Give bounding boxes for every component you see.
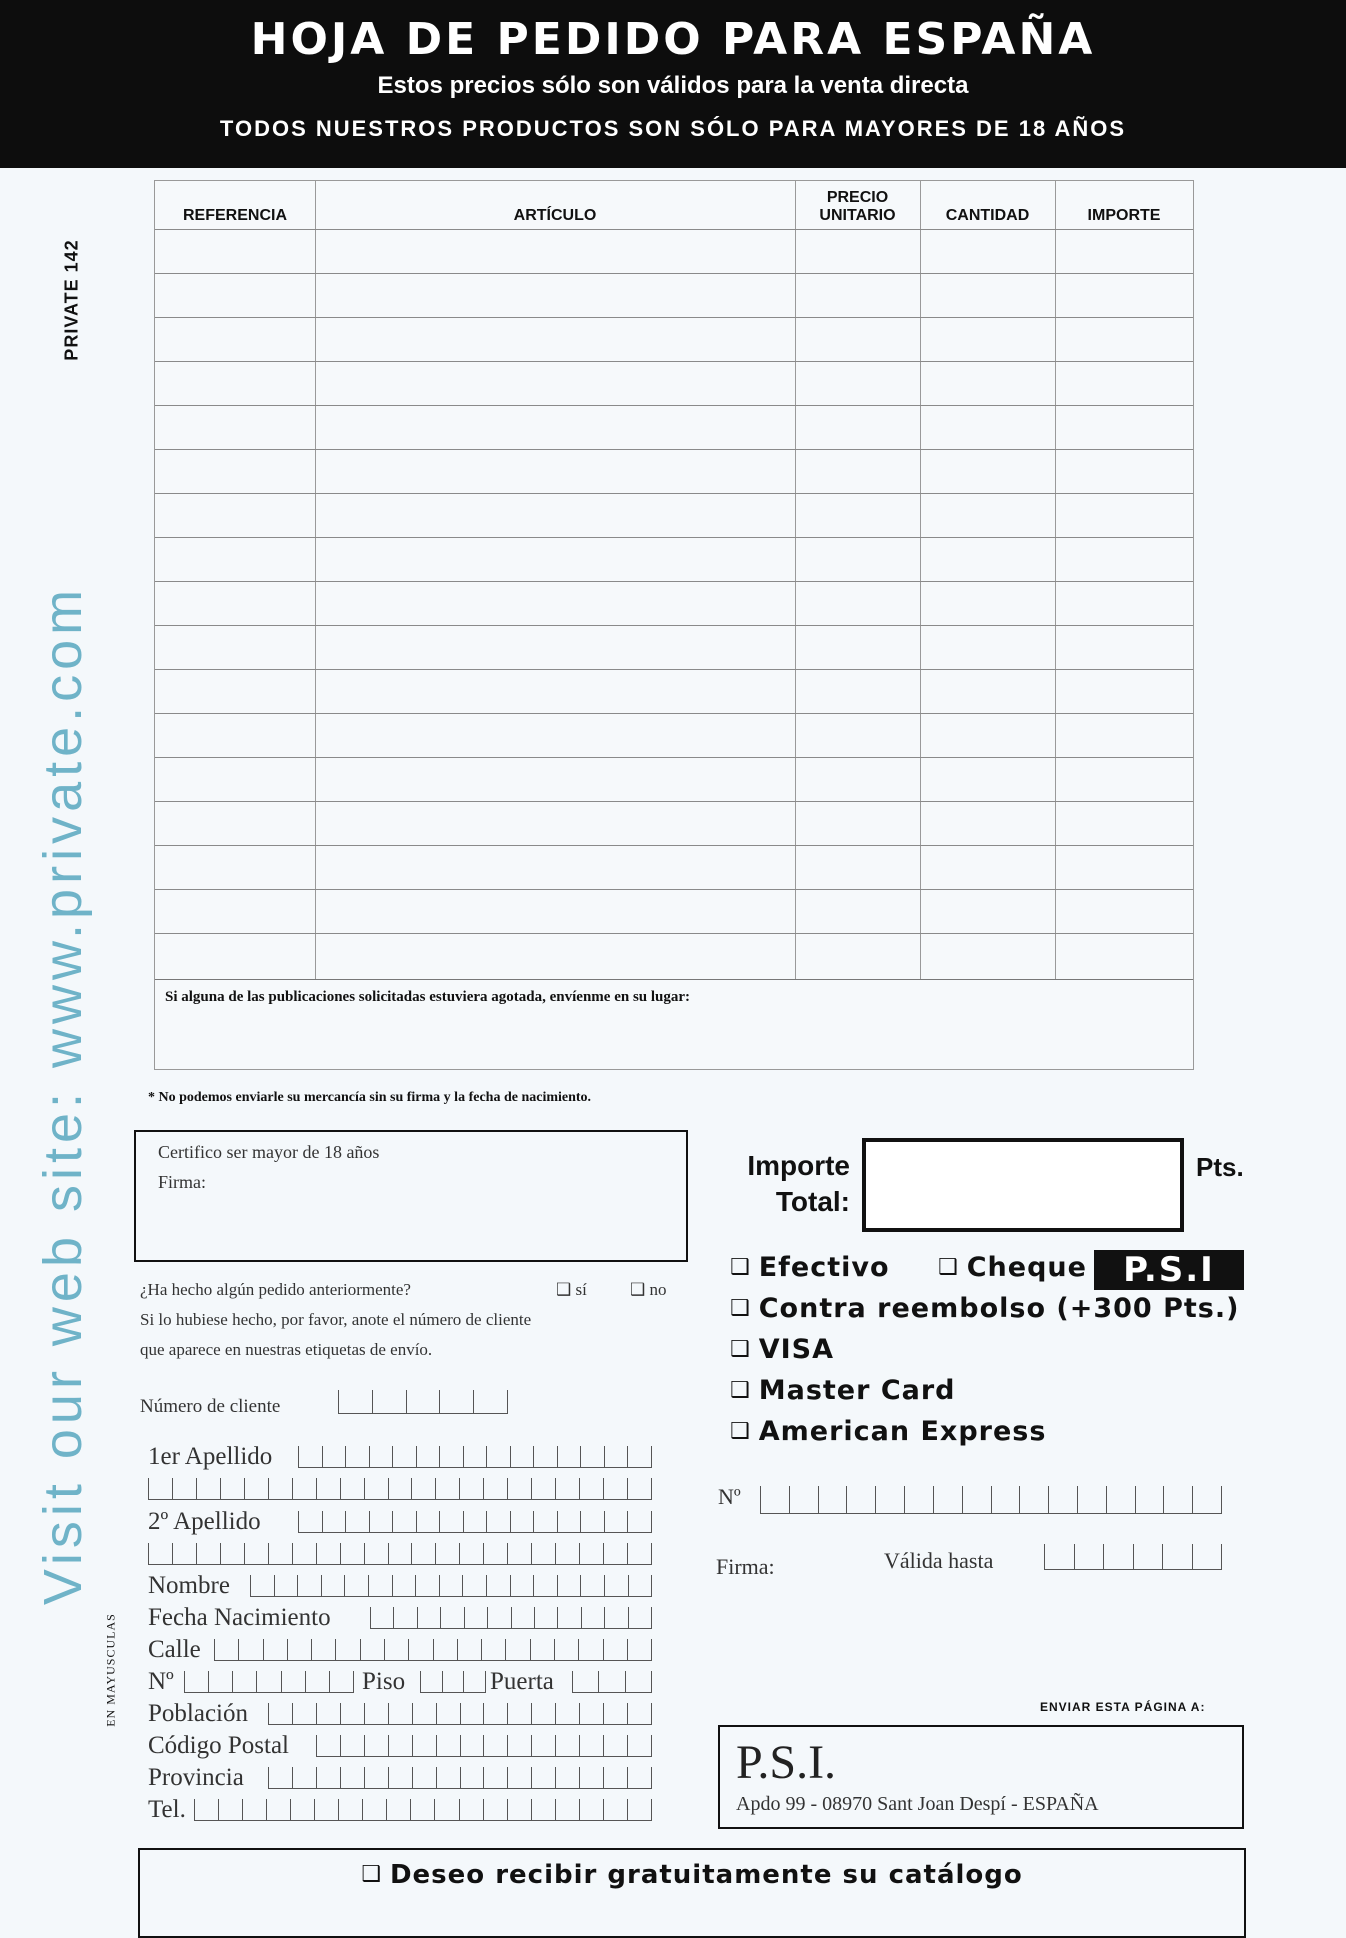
substitution-note: Si alguna de las publicaciones solicitadas estuviera agotada, envíenme en su lugar: — [165, 989, 691, 1005]
piso-input[interactable] — [420, 1671, 486, 1693]
total-label: Importe Total: — [747, 1150, 850, 1217]
card-number-input[interactable] — [760, 1486, 1222, 1514]
table-row-line — [155, 229, 1193, 230]
tel-input[interactable] — [194, 1799, 652, 1821]
checkbox-icon: ❑ — [730, 1296, 751, 1321]
card-number-label: Nº — [718, 1484, 741, 1509]
age-notice: TODOS NUESTROS PRODUCTOS SON SÓLO PARA MAYORES DE 18 AÑOS — [219, 116, 1127, 141]
column-divider — [315, 181, 316, 979]
apellido2-label: 2º Apellido — [148, 1508, 261, 1535]
checkbox-icon: ❑ — [730, 1378, 751, 1403]
cliente-label: Número de cliente — [140, 1396, 281, 1417]
column-divider — [1055, 181, 1056, 979]
poblacion-input[interactable] — [268, 1703, 652, 1725]
efectivo-option[interactable]: ❑ Efectivo — [730, 1252, 890, 1283]
signature-label: Firma: — [158, 1172, 206, 1192]
table-row-line — [155, 801, 1193, 802]
table-row-line — [155, 273, 1193, 274]
puerta-input[interactable] — [572, 1671, 652, 1693]
table-row-line — [155, 317, 1193, 318]
card-signature-label: Firma: — [716, 1554, 775, 1579]
checkbox-icon: ❑ — [730, 1255, 751, 1280]
previous-order-line3: que aparece en nuestras etiquetas de envío. — [140, 1340, 433, 1359]
currency-label: Pts. — [1196, 1152, 1244, 1182]
send-to-label: ENVIAR ESTA PÁGINA A: — [1040, 1700, 1206, 1714]
calle-input[interactable] — [214, 1639, 652, 1661]
mayusculas-label: EN MAYUSCULAS — [103, 1613, 118, 1727]
table-row-line — [155, 449, 1193, 450]
issue-label: PRIVATE 142 — [61, 239, 82, 361]
checkbox-icon: ❑ — [361, 1862, 382, 1887]
catalog-request-box[interactable] — [138, 1848, 1246, 1938]
table-row-line — [155, 889, 1193, 890]
column-divider — [795, 181, 796, 979]
visa-option[interactable]: ❑ VISA — [730, 1334, 835, 1365]
column-divider — [920, 181, 921, 979]
table-row-line — [155, 757, 1193, 758]
certify-text: Certifico ser mayor de 18 años — [158, 1142, 380, 1162]
table-row-line — [155, 669, 1193, 670]
signature-footnote: * No podemos enviarle su mercancía sin su firma y la fecha de nacimiento. — [148, 1090, 592, 1105]
checkbox-icon: ❑ — [730, 1337, 751, 1362]
catalog-request: ❑ Deseo recibir gratuitamente su catálogo — [361, 1860, 1023, 1890]
provincia-input[interactable] — [268, 1767, 652, 1789]
nombre-input[interactable] — [250, 1575, 652, 1597]
valid-until-input[interactable] — [1044, 1544, 1222, 1570]
col-header-cantidad: CANTIDAD — [945, 207, 1030, 224]
cp-label: Código Postal — [148, 1732, 289, 1759]
nombre-label: Nombre — [148, 1572, 230, 1599]
table-row-line — [155, 845, 1193, 846]
col-header-referencia: REFERENCIA — [182, 207, 287, 224]
address-box — [718, 1725, 1244, 1829]
table-row-line — [155, 537, 1193, 538]
table-row-line — [155, 493, 1193, 494]
numero-label: Nº — [148, 1668, 174, 1695]
apellido1-input[interactable] — [298, 1446, 652, 1468]
provincia-label: Provincia — [148, 1764, 244, 1791]
checkbox-icon: ❑ — [630, 1280, 646, 1299]
page-title: HOJA DE PEDIDO PARA ESPAÑA — [250, 14, 1096, 65]
psi-badge: P.S.I — [1094, 1250, 1244, 1290]
valid-until-label: Válida hasta — [884, 1548, 994, 1573]
header-banner — [0, 0, 1346, 168]
price-notice: Estos precios sólo son válidos para la venta directa — [377, 72, 969, 99]
previous-order-question: ¿Ha hecho algún pedido anteriormente? — [140, 1280, 411, 1299]
checkbox-icon: ❑ — [556, 1280, 572, 1299]
checkbox-icon: ❑ — [938, 1255, 959, 1280]
numero-input[interactable] — [184, 1671, 354, 1693]
checkbox-icon: ❑ — [730, 1419, 751, 1444]
table-row-line — [155, 713, 1193, 714]
fecha-label: Fecha Nacimiento — [148, 1604, 331, 1631]
puerta-label: Puerta — [490, 1668, 554, 1695]
cliente-input[interactable] — [338, 1390, 508, 1414]
company-name: P.S.I. — [736, 1736, 837, 1789]
previous-order-line2: Si lo hubiese hecho, por favor, anote el número de cliente — [140, 1310, 532, 1329]
apellido2-input[interactable] — [298, 1511, 652, 1533]
table-row-line — [155, 361, 1193, 362]
contra-reembolso-option[interactable]: ❑ Contra reembolso (+300 Pts.) — [730, 1293, 1240, 1324]
col-header-importe: IMPORTE — [1087, 207, 1161, 224]
yes-checkbox[interactable]: ❑ sí — [556, 1280, 587, 1299]
table-row-line — [155, 581, 1193, 582]
amex-option[interactable]: ❑ American Express — [730, 1416, 1047, 1447]
mastercard-option[interactable]: ❑ Master Card — [730, 1375, 956, 1406]
table-row-line — [155, 979, 1193, 980]
tel-label: Tel. — [148, 1796, 186, 1823]
order-table — [154, 180, 1194, 1070]
postal-address: Apdo 99 - 08970 Sant Joan Despí - ESPAÑA — [736, 1793, 1099, 1815]
cp-input[interactable] — [316, 1735, 652, 1757]
table-row-line — [155, 933, 1193, 934]
table-row-line — [155, 625, 1193, 626]
col-header-articulo: ARTÍCULO — [513, 207, 597, 224]
poblacion-label: Población — [148, 1700, 248, 1727]
calle-label: Calle — [148, 1636, 201, 1663]
col-header-precio: PRECIO UNITARIO — [819, 189, 896, 224]
apellido1-input-line2[interactable] — [148, 1478, 652, 1500]
no-checkbox[interactable]: ❑ no — [630, 1280, 667, 1299]
total-amount-input[interactable] — [862, 1138, 1184, 1232]
fecha-input[interactable] — [370, 1607, 652, 1629]
table-row-line — [155, 405, 1193, 406]
apellido1-label: 1er Apellido — [148, 1443, 273, 1470]
apellido2-input-line2[interactable] — [148, 1543, 652, 1565]
age-certification-box[interactable] — [134, 1130, 688, 1262]
piso-label: Piso — [362, 1668, 406, 1695]
cheque-option[interactable]: ❑ Cheque — [938, 1252, 1087, 1283]
website-label: Visit our web site: www.private.com — [33, 584, 93, 1606]
